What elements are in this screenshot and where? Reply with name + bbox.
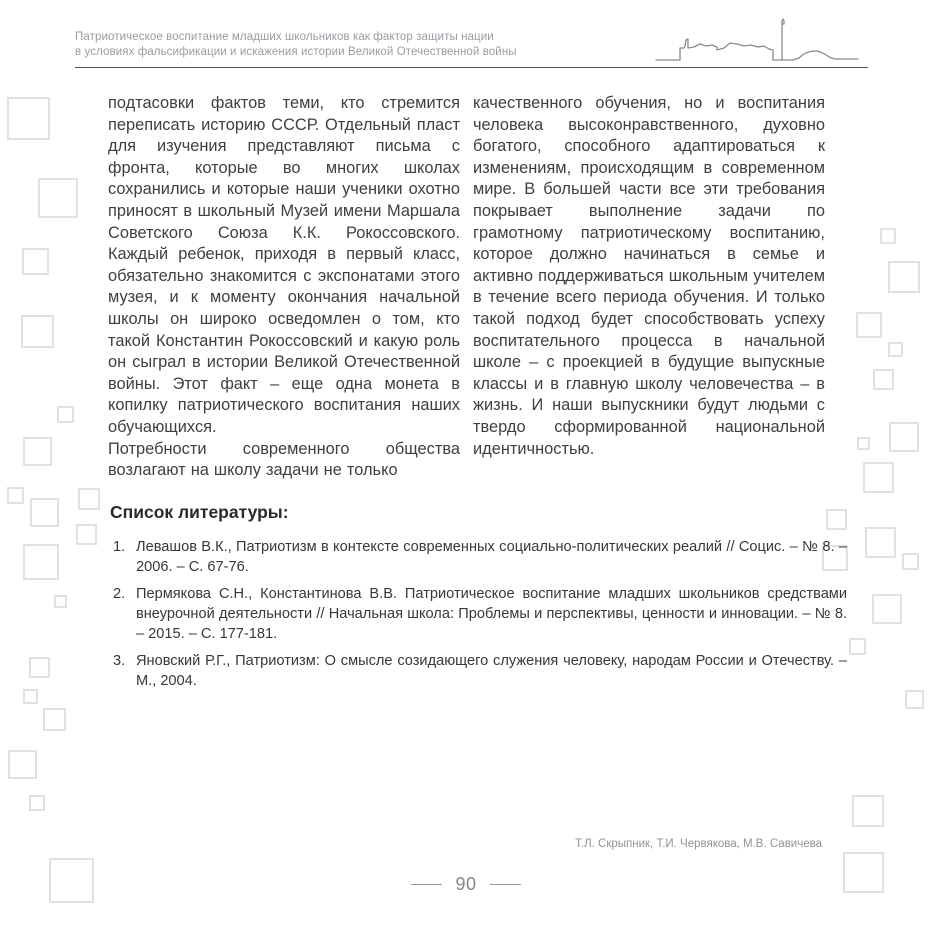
- reference-text: Левашов В.К., Патриотизм в контексте современных социально-политических реалий // Социс. – № 8. – 2006. – С. 67-76.: [136, 539, 847, 575]
- decor-square: [849, 638, 866, 655]
- decor-square: [873, 369, 894, 390]
- decor-square: [888, 261, 920, 293]
- page-number-dash-right: [490, 884, 521, 885]
- article-paragraph: качественного обучения, но и воспитания человека высоконравственного, духовно богатого, способного адаптироваться к изменениям, происходящим в современном мире. В большей части все эти требования покрывает выполнение задачи по грамотному патриотическому воспитанию, которое должно начинаться в семье и активно поддерживаться школьным учителем в течение всего периода обучения. И только такой подход будет способствовать успеху воспитательного процесса в начальной школе – с проекцией в будущие выпускные классы и в главную школу человечества – в жизнь. И наши выпускники будут людьми с твердо сформированной национальной идентичностью.: [473, 94, 825, 458]
- decor-square: [7, 487, 24, 504]
- authors-line: Т.Л. Скрыпник, Т.И. Червякова, М.В. Савичева: [575, 838, 822, 850]
- decor-square: [43, 708, 66, 731]
- decor-square: [76, 524, 97, 545]
- page-number-dash-left: [411, 884, 442, 885]
- decor-square: [852, 795, 884, 827]
- decor-square: [865, 527, 896, 558]
- running-header-line2: в условиях фальсификации и искажения истории Великой Отечественной войны: [75, 46, 517, 58]
- decor-square: [902, 553, 919, 570]
- references-section: [110, 502, 847, 698]
- decor-square: [23, 544, 59, 580]
- decor-square: [78, 488, 100, 510]
- reference-text: Пермякова С.Н., Константинова В.В. Патриотическое воспитание младших школьников средствами внеурочной деятельности // Начальная школа: Проблемы и перспективы, ценности и инновации. – № 8. – 2015. – С. 177-181.: [136, 586, 847, 642]
- decor-square: [29, 657, 50, 678]
- decor-square: [7, 97, 50, 140]
- running-header: [75, 30, 517, 60]
- decor-square: [29, 795, 45, 811]
- article-paragraph: Потребности современного общества возлагают на школу задачи не только: [108, 439, 460, 480]
- decor-square: [857, 437, 870, 450]
- decor-square: [22, 248, 49, 275]
- page-number-row: [0, 874, 932, 895]
- decor-square: [23, 689, 38, 704]
- decor-square: [880, 228, 896, 244]
- references-heading: Список литературы:: [110, 502, 289, 522]
- reference-number: 2.: [113, 586, 126, 602]
- decor-square: [872, 594, 902, 624]
- article-column-left: [108, 93, 460, 482]
- decor-square: [889, 422, 919, 452]
- running-header-line1: Патриотическое воспитание младших школьников как фактор защиты нации: [75, 31, 494, 43]
- article-column-right: [473, 93, 825, 482]
- decor-square: [21, 315, 54, 348]
- decor-square: [54, 595, 67, 608]
- decor-square: [863, 462, 894, 493]
- decor-square: [38, 178, 78, 218]
- decor-square: [856, 312, 882, 338]
- reference-text: Яновский Р.Г., Патриотизм: О смысле созидающего служения человеку, народам России и Отечеству. – М., 2004.: [136, 653, 847, 689]
- page-number: 90: [455, 874, 477, 894]
- reference-item: [110, 651, 847, 691]
- reference-item: [110, 584, 847, 644]
- decor-square: [57, 406, 74, 423]
- article-paragraph: подтасовки фактов теми, кто стремится переписать историю СССР. Отдельный пласт для изучения представляют письма с фронта, которые во многих школах сохранились и которые наши ученики охотно приносят в школьный Музей имени Маршала Советского Союза К.К. Рокоссовского. Каждый ребенок, приходя в первый класс, обязательно знакомится с экспонатами этого музея, и к моменту окончания начальной школы он широко осведомлен о том, кто такой Константин Рокоссовский и какую роль он сыграл в истории Великой Отечественной войны. Этот факт – еще одна монета в копилку патриотического воспитания наших обучающихся.: [108, 94, 460, 436]
- decor-square: [8, 750, 37, 779]
- decor-square: [888, 342, 903, 357]
- reference-number: 1.: [113, 539, 126, 555]
- reference-number: 3.: [113, 653, 126, 669]
- header-divider: [75, 67, 868, 68]
- reference-item: [110, 537, 847, 577]
- decor-square: [23, 437, 52, 466]
- article-body: [108, 93, 826, 482]
- decor-square: [30, 498, 59, 527]
- city-skyline-sketch-icon: [652, 12, 862, 69]
- decor-square: [905, 690, 924, 709]
